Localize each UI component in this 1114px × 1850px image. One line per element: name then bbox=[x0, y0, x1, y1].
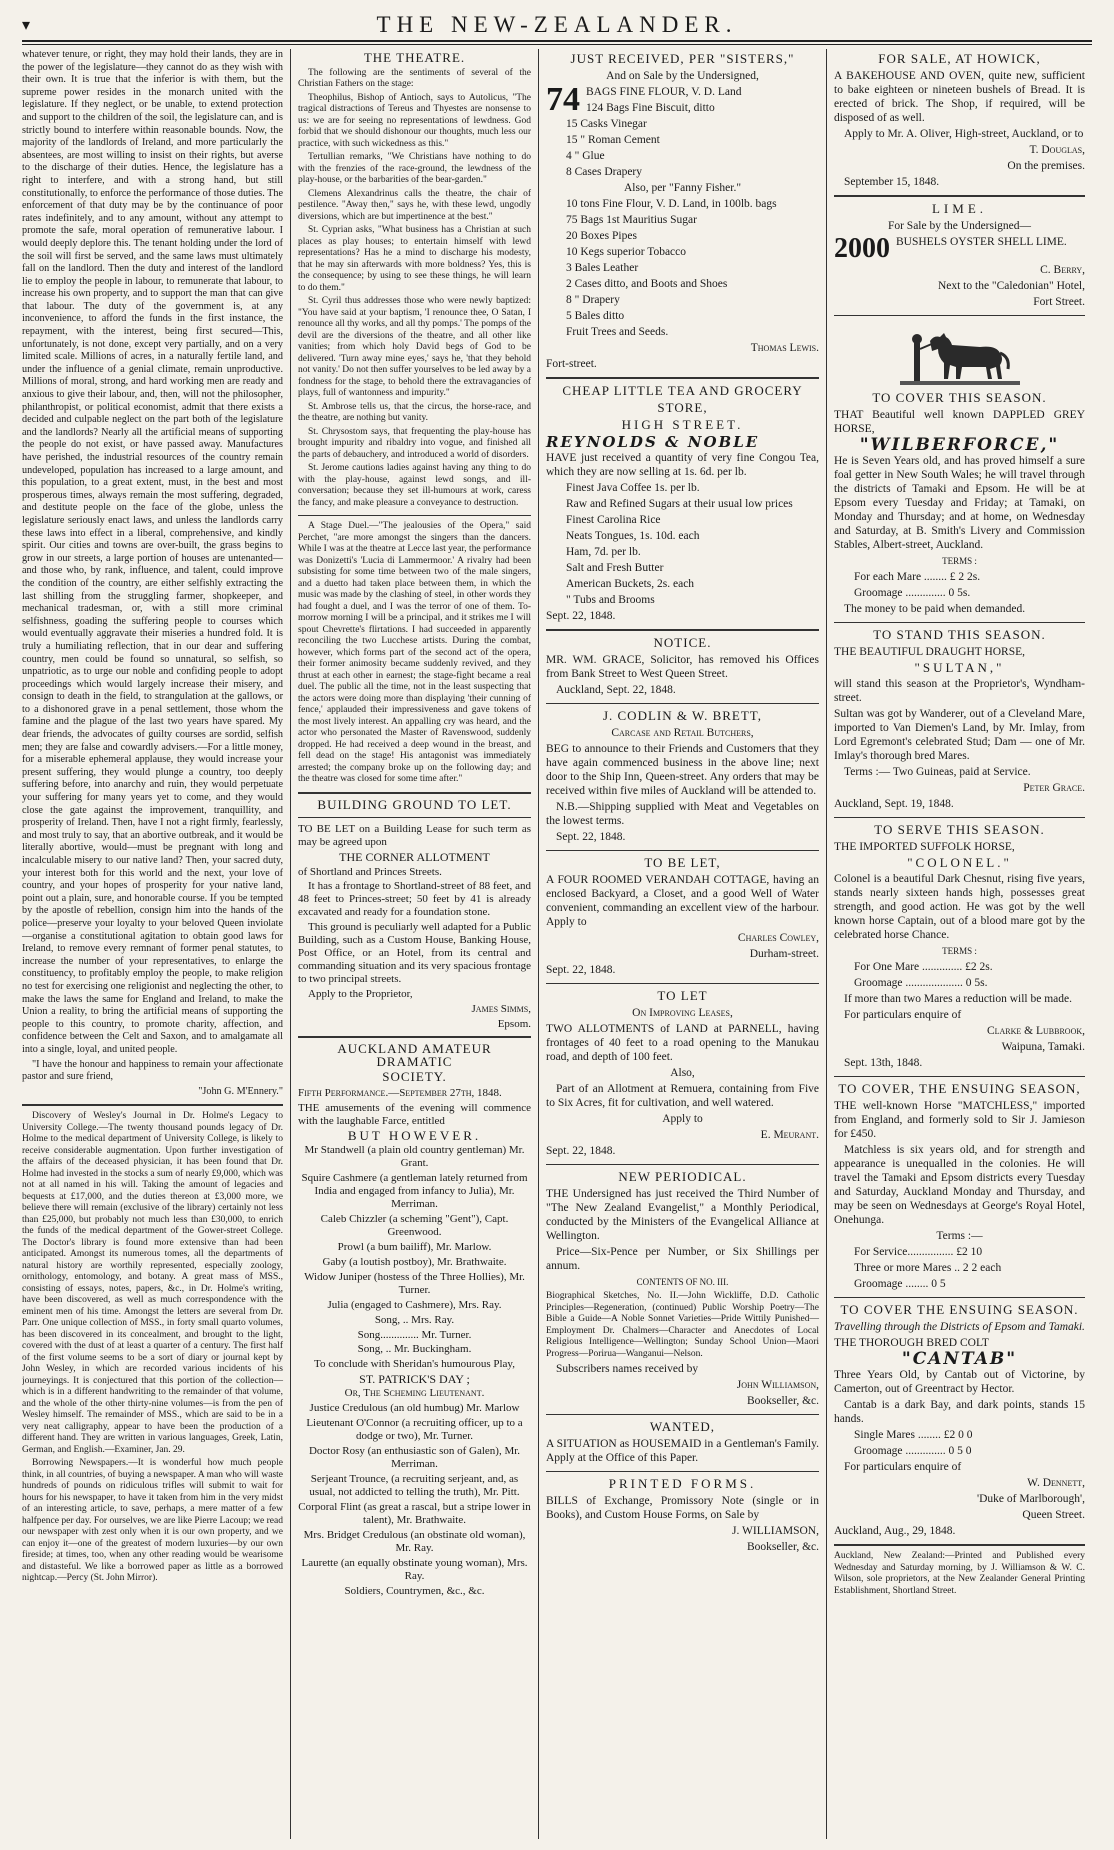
quantity-74: 74 bbox=[546, 85, 580, 117]
wesley-journal-article: Discovery of Wesley's Journal in Dr. Holme's Legacy to University College.—The twenty thousand pounds legacy of Dr. Holme to the medical department of University College, is likely to receive considerable augmentation. Upon further investigation of the affairs of the deceased physician, it has been found that Dr. Holme had invested in the stocks a sum of nearly £9,000, which was not at all named in his will. Taking the amount of legacies and bequests at £17,000, and the duties thereon at £3,000 more, we believe there will remain (exclusive of the library) certainly not less than £25,000, but probably not much less than £30,000, to enrich the funds of the medical department of the Gower-street College. The Doctor's library is found more extensive than had been anticipated. Amongst its numerous tomes, all the departments of natural history are worthily represented, especially zoology, ornithology, entomology, and botany. A great mass of MSS., consisting of essays, notes, papers, &c., in Dr. Holme's writing, have been discovered, as well as much correspondence with the eminent men of his time. Amongst the letters are several from Dr. Parr. One unique collection of MSS., in forty small quarto volumes, has been discovered in its concealment, and brought to the light, covered with the dust of at least a quarter of a century. The first half of the first volume seems to be a sort of diary or journal kept by John Wesley, in which are recorded various incidents of his journeyings. It is conjectured that this portion of the collection—which is in a different handwriting to the remainder of that volume, and the whole of the other thirty-nine volumes—is from the pen of Wesley himself. The remainder of MSS., which are said to be in a very neat calligraphy, appear to have been the production of a different hand. They are written in various languages, Greek, Latin, German, and English.—Examiner, Jan. 29. bbox=[22, 1111, 283, 1455]
column-4: FOR SALE, AT HOWICK, A BAKEHOUSE AND OVEN, quite new, sufficient to bake eighteen or nineteen bushels of Bread. It is erected of brick. The Shop, if required, will be disposed of as well. Apply to Mr. A. Oliver, High-street, Auckland, or to T. Douglas, On the premises. September 15, 1848. LIME. For Sale by the Undersigned— 2000 BUSHELS OYSTER SHELL LIME. C. Berry, Next to the "Caledonian" Hotel, Fort Street. TO COVER THIS SEASON. THAT Beautiful well known DAPPLED GREY HORSE, "WILBERFORCE," He is Seven Years old, and has proved himself a sure foal getter in New South Wales; he will travel through the districts of Tamaki and Epsom. He will be at Epsom every Tuesday and Friday; at Tamaki, on Monday and Thursday; and at home, on Wednesday and Saturday, at B. Smith's Livery and Commission Stables, Albert-street, Auckland. TERMS : For each Mare ........ £ 2 2s. Groomage .............. 0 5s. The money to be paid when demanded. TO STAND THIS SEASON. THE BEAUTIFUL DRAUGHT HORSE, "SULTAN," will stand this season at the Proprietor's, Wyndham-street. Sultan was got by Wanderer, out of a Cleveland Mare, imported to Van Diemen's Land, by Mr. Imlay, from Lord Egremont's celebrated Stud; Dam — one of Mr. Imlay's thorough bred Mares. Terms :— Two Guineas, paid at Service. Peter Grace. Auckland, Sept. 19, 1848. TO SERVE THIS SEASON. THE IMPORTED SUFFOLK HORSE, "COLONEL." Colonel is a beautiful Dark Chesnut, rising five years, stands nearly sixteen hands high, possesses great strength, and good action. He was got by the well known horse Captain, out of a blood mare got by the celebrated horse Chance. TERMS : For One Mare .............. £2 2s. Groomage .................... 0 5s. If more than two Mares a reduction will be made. For particulars enquire of Clarke & Lubbrook, Waipuna, Tamaki. Sept. 13th, 1848. TO COVER, THE ENSUING SEASON, THE well-known Horse "MATCHLESS," imported from England, and formerly sold to Sir J. Jamieson for £450. Matchless is six years old, and for strength and appearance is unequalled in the colonies. He will travel the Tamaki and Epsom districts every Tuesday and Saturday, Auckland Monday and Thursday, and may be seen on Wednesdays at George's Royal Hotel, Onehunga. Terms :— For Service................ £2 10 Three or more Mares .. 2 2 each Groomage ........ 0 5 TO COVER THE ENSUING SEASON. Travelling through the Districts of Epsom and Tamaki. THE THOROUGH BRED COLT "CANTAB" Three Years Old, by Cantab out of Victorine, by Camerton, out of Greentract by Hector. Cantab is a dark Bay, and dark points, stands 15 hands. Single Mares ........ £2 0 0 Groomage .............. 0 5 0 For particulars enquire of W. Dennett, 'Duke of Marlborough', Queen Street. Auckland, Aug., 29, 1848. Auckland, New Zealand:—Printed and Published every Wednesday and Saturday morning, by J. Williamson & W. C. Wilson, sole proprietors, at the New Zealander General Printing Establishment, Shortland Street. bbox=[826, 49, 1092, 1839]
building-subheading: THE CORNER ALLOTMENT bbox=[339, 850, 490, 865]
ireland-letter-closing: "I have the honour and happiness to remain your affectionate pastor and sure friend, bbox=[22, 1058, 283, 1083]
stage-duel-article: A Stage Duel.—"The jealousies of the Opera," said Perchet, "are more amongst the singers than the dancers. While I was at the theatre at Lecce last year, the performance was Donizetti's 'Lucia di Lammermoor.' A rivalry had been subsisting for some time between two of the male singers, and a duetto had taken place between them, in which the music was made by the clashing of steel, in other words they had fought a duel, and I was the terror of one of them. To-morrow morning I will be a principal, and it strikes me I will spout Chevrette's flirtations. I had succeeded in apparently reconciling the two Lucchese artists. During the combat, however, which forms part of the second act of the opera, their former animosity became suddenly revived, and they thrust at each other in earnest; the stage-fight became a real duel. The public all the time, not in the least suspecting that the actors were doing more than displaying 'their cunning of fence,' applauded their impressiveness and gave tokens of the most lively interest. An appalling cry was heard, and the actor who personated the Master of Ravenswood, suddenly dropped. He had received a deep wound in the breast, and fell dead on the stage! His antagonist was immediately arrested; the company broke up on the following day; and the theatre was closed for some time after." bbox=[298, 521, 531, 785]
cast-line: Laurette (an equally obstinate young woman), Mrs. Ray. bbox=[301, 1556, 528, 1582]
farce-title: BUT HOWEVER. bbox=[347, 1127, 482, 1143]
theatre-para: Tertullian remarks, "We Christians have nothing to do with the frenzies of the race-ground, the lewdness of the play-house, or the barbarities of the bear-garden." bbox=[298, 152, 531, 186]
sisters-heading: JUST RECEIVED, PER "SISTERS," bbox=[570, 51, 795, 66]
howick-heading: FOR SALE, AT HOWICK, bbox=[878, 51, 1041, 66]
ireland-letter-body: whatever tenure, or right, they may hold their lands, they are in the power of the legislature—they cannot do as they wish with their own. It is true that the inferior is with them, but the supreme power resides in the monarch united with the legislature. If they neglect, or be unable, to extend protection and support to the children of the soil, the legislature can, and is strictly bound to interfere within reasonable bounds. Now, the majority of the landlords of Ireland, and more particularly the absentees, are most willing to insist on their rights, but averse to the discharge of their duties. Hence, the legislature has a right to interfere, and with a strong hand, but still constitutionally, to enforce the performance of those duties. The enforcement of that duty may be by the continuance of poor rates indefinitely, and to any amount, without any attempt to promote the safe, moral operation of remunerative labour. I would deeply deplore this. The tenant holding under the lord of the soil will first be served, and the same laws must ultimately fall on the landlord. Then the duty and interest of the landlord lie to employ the people in labour, to remunerate that labour, to increase his own property, and to support the man that can give that labour. The duty of the government is, at any inconvenience, to afford the funds in the first instance, the repayment, with the interest, being first secured—This, unfortunately, is not done, except very partially, and on a very limited scale. Millions of acres, in a naturally fertile land, and under the influence of a genial climate, remain unproductive. Millions of moral, strong, and hard working men are ready and anxious to give their labour, and, then, will not the philosopher, philanthropist, or political economist, admit that there exists a decided and culpable neglect on the part both of the legislature and the landlords? Nearly all the artificial means of supporting the people do not exist, or have passed away. Manufactures have perished, the industrial resources of the country remain undeveloped, population has increased to a large amount, and this population, to a great extent, must, in the best and most prosperous times, always remain the most suffering, degraded, and destitute people on the face of the globe, unless the legislature seriously enact laws, and unless the landlords carry these laws into effect in a liberal, comprehensive, and kindly spirit. Our cities and towns are over-built, the grass begins to grow in our streets, a large portion of houses are untenanted—and those who, by rank, influence, and talent, could improve the condition of the country, are either selfishly extracting the last shilling from the struggling farmer, shopkeeper, and mechanical tradesman, or, with a still more criminal selfishness, goading the suffering people to courses which would eventually aggravate their miseries a hundred fold. It is truly a humiliating reflection, that in our dear and suffering country, men could be found so unnatural, so selfish, so unpatriotic, as to urge our noble and confiding people to adopt proceedings which would largely increase their misery, and consign to death in the field, to strangulation at the gallows, or to a dishonored grave in a penal settlement, those whom the famine and the plague of the last two years have spared. My dear friends, the advocates of guilty courses are sordid, selfish men; they are false and cowardly advisers.—For a little money, for a miserable ephemeral applause, they would increase your present suffering, they would plunge a country, too deeply suffering before, into anarchy and ruin, they would perpetuate your suffering for many years yet to come, and they would close the gate against the improvement, tranquillity, and prosperity of Ireland. Then, have I not a right firmly, fearlessly, and most truly to say, that an abortive outbreak, and it would be literally abortive, would—must be pregnant with long and incalculable misery to our native land? Then, your sacred duty, your interest both for this world and the next, your love of country, and your hopes of prosperity for your native land, point out a plain, sure, and honorable course. If you be tempted by the apostle of rebellion, consign him into the hands of the police—preserve your loyalty to your beloved Queen inviolate—organise a constitutional agitation to obtain good laws for Ireland, to remove every remnant of former penal statutes, to increase the number of your representatives, to enlarge the constituency, to profitably employ the people, to make religion no test for exercising one religionist and neglecting the other, to make the laws the same for England and Ireland, to make the Union a reality, to bring the artificial means of supporting the people to this country, to promote charity, affection, and confidence between the Celt and Saxon, and to amalgamate all into a single, loyal, and united people. bbox=[22, 49, 283, 1055]
cast-line: Doctor Rosy (an enthusiastic son of Galen), Mr. Merriman. bbox=[308, 1444, 521, 1470]
column-3: JUST RECEIVED, PER "SISTERS," And on Sale by the Undersigned, 74 BAGS FINE FLOUR, V. D. Land 124 Bags Fine Biscuit, ditto 15 Casks Vinegar 15 " Roman Cement 4 " Glue 8 Cases Drapery Also, per "Fanny Fisher." 10 tons Fine Flour, V. D. Land, in 100lb. bags 75 Bags 1st Mauritius Sugar 20 Boxes Pipes 10 Kegs superior Tobacco 3 Bales Leather 2 Cases ditto, and Boots and Shoes 8 " Drapery 5 Bales ditto Fruit Trees and Seeds. Thomas Lewis. Fort-street. CHEAP LITTLE TEA AND GROCERY STORE, HIGH STREET. REYNOLDS & NOBLE HAVE just received a quantity of very fine Congou Tea, which they are now selling at 1s. 6d. per lb. Finest Java Coffee 1s. per lb. Raw and Refined Sugars at their usual low prices Finest Carolina Rice Neats Tongues, 1s. 10d. each Ham, 7d. per lb. Salt and Fresh Butter American Buckets, 2s. each " Tubs and Brooms Sept. 22, 1848. NOTICE. MR. WM. GRACE, Solicitor, has removed his Offices from Bank Street to West Queen Street. Auckland, Sept. 22, 1848. J. CODLIN & W. BRETT, Carcase and Retail Butchers, BEG to announce to their Friends and Customers that they have again commenced business in the above line; next door to the Ship Inn, Queen-street. Any orders that may be received within five miles of Auckland will be attended to. N.B.—Shipping supplied with Meat and Vegetables on the lowest terms. Sept. 22, 1848. TO BE LET, A FOUR ROOMED VERANDAH COTTAGE, having an enclosed Backyard, a Closet, and a good Well of Water convenient, commanding an excellent view of the harbour. Apply to Charles Cowley, Durham-street. Sept. 22, 1848. TO LET On Improving Leases, TWO ALLOTMENTS of LAND at PARNELL, having frontages of 40 feet to a road opening to the Manukau road, and depth of 100 feet. Also, Part of an Allotment at Remuera, containing from Five to Six Acres, fit for cultivation, and well watered. Apply to E. Meurant. Sept. 22, 1848. NEW PERIODICAL. THE Undersigned has just received the Third Number of "The New Zealand Evangelist," a Monthly Periodical, conducted by the Ministers of the Evangelical Alliance at Wellington. Price—Six-Pence per Number, or Six Shillings per annum. CONTENTS OF NO. III. Biographical Sketches, No. II.—John Wickliffe, D.D. Catholic Principles—Regeneration, (continued) Public Worship Poetry—The Bible a Guide—A Noble Sonnet Varieties—Pride Wittily Punished—Employment Dr. Chalmers—Character and Anecdotes of Local Religious Intelligence—Wellington; Sunday School Union—Maori Progress—Porirua—Wanganui—Nelson. Subscribers names received by John Williamson, Bookseller, &c. WANTED, A SITUATION as HOUSEMAID in a Gentleman's Family. Apply at the Office of this Paper. PRINTED FORMS. BILLS of Exchange, Promissory Note (single or in Books), and Custom House Forms, on Sale by J. WILLIAMSON, Bookseller, &c. bbox=[538, 49, 826, 1839]
song-line: Song.............. Mr. Turner. bbox=[357, 1328, 472, 1341]
column-1 bbox=[22, 49, 290, 1839]
cast-line: Gaby (a loutish postboy), Mr. Brathwaite. bbox=[322, 1256, 507, 1269]
cantab-name: "CANTAB" bbox=[901, 1349, 1018, 1369]
theatre-para: St. Cyril thus addresses those who were newly baptized: "You have said at your baptism, 'I renounce thee, O Satan, I renounce all thy works, and all thy pomps.' The pomps of the devil are the diversions of the theatre, and all other like vanities; from which holy David begs of God to be delivered. 'Turn away mine eyes,' says he, 'that they behold not vanity.' Do not then suffer yourselves to be led away by a fondness for the stage, to behold there the extravagancies of plays, full of wantonness and impurity." bbox=[298, 296, 531, 399]
cast-line: Lieutenant O'Connor (a recruiting officer, up to a dodge or two), Mr. Turner. bbox=[306, 1416, 523, 1442]
play-title: ST. PATRICK'S DAY ; bbox=[359, 1371, 470, 1386]
wilberforce-heading: TO COVER THIS SEASON. bbox=[872, 390, 1047, 405]
cast-line: Soldiers, Countrymen, &c., &c. bbox=[344, 1584, 485, 1597]
theatre-para: St. Cyprian asks, "What business has a Christian at such places as play houses; to entertain himself with lewd representations? Has he a mind to discharge his modesty, that he may sin afterwards with more boldness? Yes, this is the consequence; by using to see these things, he will learn to do them." bbox=[298, 225, 531, 293]
reynolds-noble-name: REYNOLDS & NOBLE bbox=[546, 433, 760, 451]
tea-store-heading: CHEAP LITTLE TEA AND GROCERY bbox=[562, 383, 803, 398]
quantity-2000: 2000 bbox=[834, 235, 890, 263]
building-intro: TO BE LET on a Building Lease for such term as may be agreed upon bbox=[298, 823, 531, 849]
butchers-heading: J. CODLIN & W. BRETT, bbox=[602, 708, 763, 723]
wanted-heading: WANTED, bbox=[649, 1419, 716, 1434]
wilberforce-name: "WILBERFORCE," bbox=[859, 435, 1060, 455]
masthead-rule bbox=[22, 40, 1092, 45]
printer-imprint: Auckland, New Zealand:—Printed and Published every Wednesday and Saturday morning, by J. Williamson & W. C. Wilson, sole proprietors, at the New Zealander General Printing Establishment, Shortland Street. bbox=[834, 1551, 1085, 1596]
cast-line: Mr Standwell (a plain old country gentleman) Mr. Grant. bbox=[304, 1144, 525, 1170]
cast-line: Julia (engaged to Cashmere), Mrs. Ray. bbox=[327, 1299, 502, 1312]
sultan-name: "SULTAN," bbox=[914, 660, 1005, 675]
notice-heading: NOTICE. bbox=[653, 635, 712, 650]
theatre-para: St. Chrysostom says, that frequenting the play-house has brought impurity and ribaldry into vogue, and finished all the parts of debauchery, and introduced a world of disorders. bbox=[298, 426, 531, 460]
theatre-para: Theophilus, Bishop of Antioch, says to Autolicus, "The tragical distractions of Tereus and Thyestes are nonsense to us: we are for seeing no representations of lewdness. God forbid that we should dishonour our thoughts, much less our practice, with such wickedness as this." bbox=[298, 92, 531, 149]
ireland-letter-signature: "John G. M'Ennery." bbox=[198, 1085, 283, 1097]
sultan-heading: TO STAND THIS SEASON. bbox=[873, 627, 1046, 642]
colonel-heading: TO SERVE THIS SEASON. bbox=[874, 822, 1045, 837]
cast-line: Serjeant Trounce, (a recruiting serjeant, and, as usual, not addicted to telling the truth), Mr. Pitt. bbox=[309, 1472, 520, 1498]
periodical-heading: NEW PERIODICAL. bbox=[618, 1169, 747, 1184]
song-line: Song, .. Mr. Buckingham. bbox=[357, 1343, 472, 1356]
divider bbox=[22, 1104, 283, 1106]
cast-line: Justice Credulous (an old humbug) Mr. Marlow bbox=[309, 1401, 520, 1414]
cast-line: Squire Cashmere (a gentleman lately returned from India and engaged from infancy to Julia), Mr. Merriman. bbox=[301, 1172, 528, 1211]
borrowing-newspapers-article: Borrowing Newspapers.—It is wonderful how much people think, in all countries, of buying a newspaper. A man who will waste hundreds of pounds on ridiculous trifles will submit to wait for hours for his newspaper, to have it taken from him in the very midst of an interesting article, to save, perhaps, a mere matter of a few halfpence per day. For ourselves, we are like Pierre Lacoup; we read our newspaper with zest only when it is our own property, and we can enjoy it—one of the greatest of modern luxuries—by our own fireside; at times, too, when any other reading would be wearisome and distasteful. We like a borrowed paper as little as a borrowed nightcap.—Percy (St. John Mirror). bbox=[22, 1458, 283, 1584]
cottage-heading: TO BE LET, bbox=[644, 855, 721, 870]
lime-heading: LIME. bbox=[931, 201, 988, 216]
cast-line: Caleb Chizzler (a scheming "Gent"), Capt. Greenwood. bbox=[320, 1213, 509, 1239]
sisters-goods-list: 74 BAGS FINE FLOUR, V. D. Land 124 Bags Fine Biscuit, ditto bbox=[546, 85, 742, 117]
theatre-para: St. Jerome cautions ladies against having any thing to do with the play-house, against lewd songs, and ill-conversation; because they set ill-humours at work, caress the fancy, and make pleasure a conveyance to destruction. bbox=[298, 463, 531, 508]
building-signature: James Simms, bbox=[471, 1002, 531, 1015]
theatre-para: The following are the sentiments of several of the Christian Fathers on the stage: bbox=[298, 67, 531, 90]
theatre-heading: THE THEATRE. bbox=[363, 50, 466, 65]
printed-forms-heading: PRINTED FORMS. bbox=[608, 1476, 757, 1491]
dramatic-society-heading: AUCKLAND AMATEUR DRAMATIC bbox=[337, 1041, 492, 1069]
corner-mark-icon: ▾ bbox=[22, 17, 31, 34]
cast-line: Prowl (a bum bailiff), Mr. Marlow. bbox=[337, 1241, 492, 1254]
cantab-heading: TO COVER THE ENSUING SEASON. bbox=[840, 1302, 1079, 1317]
theatre-para: Clemens Alexandrinus calls the theatre, the chair of pestilence. "Away then," says he, with these lewd, ungodly diversions, which are but impertinence at the best." bbox=[298, 188, 531, 222]
masthead bbox=[22, 10, 1092, 40]
newspaper-title: THE NEW-ZEALANDER. bbox=[376, 12, 738, 37]
building-ground-heading: BUILDING GROUND TO LET. bbox=[317, 796, 512, 812]
cast-line: Mrs. Bridget Credulous (an obstinate old woman), Mr. Ray. bbox=[303, 1528, 526, 1554]
columns bbox=[22, 49, 1092, 1839]
horse-illustration-icon bbox=[900, 321, 1020, 387]
theatre-para: St. Ambrose tells us, that the circus, the horse-race, and the theatre, are nothing but vanity. bbox=[298, 401, 531, 424]
to-let-heading: TO LET bbox=[657, 988, 708, 1003]
colonel-name: "COLONEL." bbox=[907, 855, 1012, 870]
cast-line: Widow Juniper (hostess of the Three Hollies), Mr. Turner. bbox=[304, 1271, 525, 1297]
song-line: Song, .. Mrs. Ray. bbox=[374, 1314, 455, 1327]
matchless-heading: TO COVER, THE ENSUING SEASON, bbox=[838, 1081, 1081, 1096]
column-2: THE THEATRE. The following are the sentiments of several of the Christian Fathers on the stage: Theophilus, Bishop of Antioch, says to Autolicus, "The tragical distractions of Tereus and Thyestes are nonsense to us: we are for seeing no representations of lewdness. God forbid that we should dishonour our thoughts, much less our practice, with such wickedness as this." Tertullian remarks, "We Christians have nothing to do with the frenzies of the race-ground, the lewdness of the play-house, or the barbarities of the bear-garden." Clemens Alexandrinus calls the theatre, the chair of pestilence. "Away then," says he, with these lewd, ungodly diversions, which are but impertinence at the best." St. Cyprian asks, "What business has a Christian at such places as play houses; to entertain himself with lewd representations? Has he a mind to discharge his modesty, that he may sin afterwards with more boldness? Yes, this is the consequence; by using to see these things, he will learn to do them." St. Cyril thus addresses those who were newly baptized: "You have said at your baptism, 'I renounce thee, O Satan, I renounce all thy works, and all thy pomps.' The pomps of the devil are the diversions of the theatre, and all other like vanities; from which holy David begs of God to be delivered. 'Turn away mine eyes,' says he, 'that they behold not vanity.' Do not then suffer yourselves to be led away by a fondness for the stage, to behold there the extravagancies of plays, full of wantonness and impurity." St. Ambrose tells us, that the circus, the horse-race, and the theatre, are nothing but vanity. St. Chrysostom says, that frequenting the play-house has brought impurity and ribaldry into vogue, and finished all the parts of debauchery, and introduced a world of disorders. St. Jerome cautions ladies against having any thing to do with the play-house, against lewd songs, and ill-conversation; because they set ill-humours at work, caress the fancy, and make pleasure a conveyance to destruction. A Stage Duel.—"The jealousies of the Opera," said Perchet, "are more amongst the singers than the dancers. While I was at the theatre at Lecce last year, the performance was Donizetti's 'Lucia di Lammermoor.' A rivalry had been subsisting for some time between two of the male singers, and a duetto had taken place between them, in which the music was made by the clashing of steel, in other words they had fought a duel, and I was the terror of one of them. To-morrow morning I will be a principal, and it strikes me I will spout Chevrette's flirtations. I had succeeded in apparently reconciling the two Lucchese artists. During the combat, however, which forms part of the second act of the opera, their former animosity became suddenly revived, and they thrust at each other in earnest; the stage-fight became a real duel. The public all the time, not in the least suspecting that the actors were doing more than displaying 'their cunning of fence,' applauded their impressiveness and gave tokens of the most lively interest. An appalling cry was heard, and the actor who personated the Master of Ravenswood, suddenly dropped. He had received a deep wound in the breast, and fell dead on the stage! His antagonist was immediately arrested; the company broke up on the following day; and the theatre was closed for some time after." BUILDING GROUND TO LET. TO BE LET on a Building Lease for such term as may be agreed upon THE CORNER ALLOTMENT of Shortland and Princes Streets. It has a frontage to Shortland-street of 88 feet, and 48 feet to Princes-street; 50 feet by 41 is already excavated and ready for a foundation stone. This ground is peculiarly well adapted for a Public Building, such as a Custom House, Banking House, Post Office, or an Hotel, from its central and commanding situation and its very spacious frontage to two principal streets. Apply to the Proprietor, James Simms, Epsom. AUCKLAND AMATEUR DRAMATIC SOCIETY. Fifth Performance.—September 27th, 1848. THE amusements of the evening will commence with the laughable Farce, entitled BUT HOWEVER. Mr Standwell (a plain old country gentleman) Mr. Grant. Squire Cashmere (a gentleman lately returned from India and engaged from infancy to Julia), Mr. Merriman. Caleb Chizzler (a scheming "Gent"), Capt. Greenwood. Prowl (a bum bailiff), Mr. Marlow. Gaby (a loutish postboy), Mr. Brathwaite. Widow Juniper (hostess of the Three Hollies), Mr. Turner. Julia (engaged to Cashmere), Mrs. Ray. Song, .. Mrs. Ray. Song.............. Mr. Turner. Song, .. Mr. Buckingham. To conclude with Sheridan's humourous Play, ST. PATRICK'S DAY ; Or, The Scheming Lieutenant. Justice Credulous (an old humbug) Mr. Marlow Lieutenant O'Connor (a recruiting officer, up to a dodge or two), Mr. Turner. Doctor Rosy (an enthusiastic son of Galen), Mr. Merriman. Serjeant Trounce, (a recruiting serjeant, and, as usual, not addicted to telling the truth), Mr. Pitt. Corporal Flint (as great a rascal, but a stripe lower in talent), Mr. Brathwaite. Mrs. Bridget Credulous (an obstinate old woman), Mr. Ray. Laurette (an equally obstinate young woman), Mrs. Ray. Soldiers, Countrymen, &c., &c. bbox=[290, 49, 538, 1839]
cast-line: Corporal Flint (as great a rascal, but a stripe lower in talent), Mr. Brathwaite. bbox=[298, 1500, 531, 1526]
